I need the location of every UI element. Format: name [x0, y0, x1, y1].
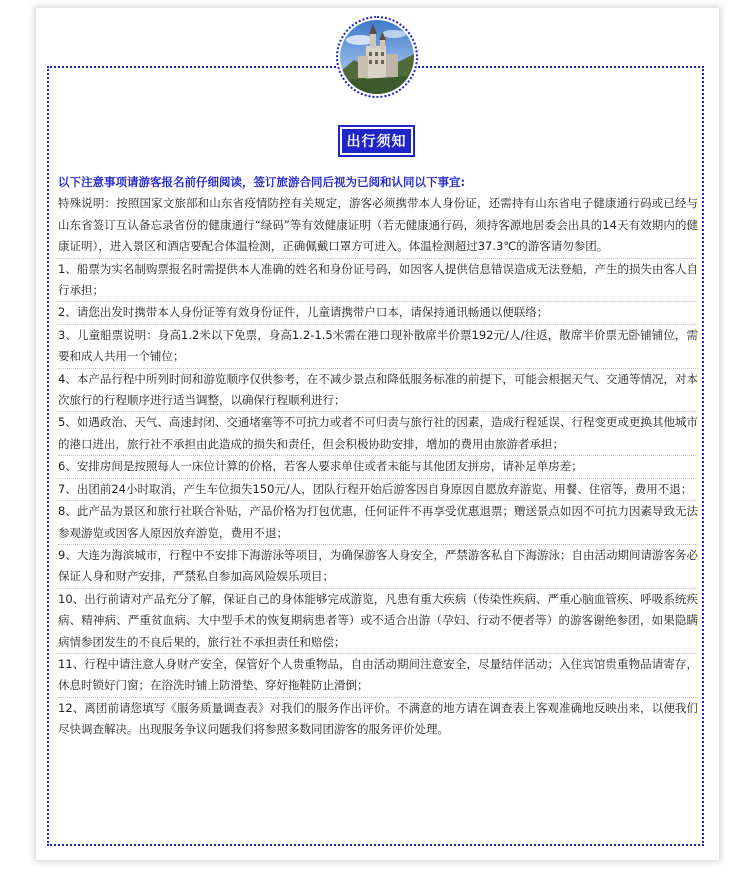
- list-item: 4、本产品行程中所列时间和游览顺序仅供参考，在不减少景点和降低服务标准的前提下，可能会根据天气、交通等情况，对本次旅行的行程顺序进行适当调整，以确保行程顺利进行；: [58, 371, 698, 408]
- list-item: 9、大连为海滨城市，行程中不安排下海游泳等项目，为确保游客人身安全，严禁游客私自下海游泳；自由活动期间请游客务必保证人身和财产安排，严禁私自参加高风险娱乐项目；: [58, 547, 698, 584]
- castle-photo: [340, 20, 414, 94]
- intro-text: 以下注意事项请游客报名前仔细阅读，签订旅游合同后视为已阅和认同以下事宜:: [58, 175, 466, 189]
- special-note: 特殊说明：按照国家文旅部和山东省疫情防控有关规定，游客必须携带本人身份证，还需持有山东省电子健康通行码或已经与山东省签订互认备忘录省份的健康通行“绿码”等有效健康证明（若无健康通行码，须持客源地居委会出具的14天有效期内的健康证明），进入景区和酒店要配合体温检测，正确佩戴口罩方可进入。体温检测超过37.3℃的游客请勿参团。: [58, 196, 698, 254]
- header-badge: [336, 16, 418, 98]
- list-item: 3、儿童船票说明：身高1.2米以下免票，身高1.2-1.5米需在港口现补散席半价票192元/人/往返，散席半价票无卧铺铺位，需要和成人共用一个铺位；: [58, 327, 698, 364]
- list-item: 12、离团前请您填写《服务质量调查表》对我们的服务作出评价。不满意的地方请在调查表上客观准确地反映出来，以便我们尽快调查解决。出现服务争议问题我们将参照多数同团游客的服务评价处理。: [58, 700, 698, 737]
- list-item: 11、行程中请注意人身财产安全，保管好个人贵重物品，自由活动期间注意安全，尽量结伴活动；入住宾馆贵重物品请寄存，休息时锁好门窗；在浴洗时铺上防滑垫、穿好拖鞋防止滑倒；: [58, 656, 698, 693]
- notice-content: [58, 172, 698, 741]
- title-box: [338, 125, 415, 157]
- castle-image: [340, 20, 414, 94]
- list-item: 5、如遇政治、天气、高速封闭、交通堵塞等不可抗力或者不可归责与旅行社的因素，造成行程延误、行程变更或更换其他城市的港口进出，旅行社不承担由此造成的损失和责任，但会积极协助安排，增加的费用由旅游者承担；: [58, 415, 698, 451]
- list-item: 2、请您出发时携带本人身份证等有效身份证件，儿童请携带户口本，请保持通讯畅通以便联络；: [58, 305, 549, 320]
- list-item: 8、此产品为景区和旅行社联合补贴，产品价格为打包优惠，任何证件不再享受优惠退票；赠送景点如因不可抗力因素导致无法参观游览或因客人原因放弃游览，费用不退；: [58, 504, 698, 540]
- list-item: 6、安排房间是按照每人一床位计算的价格，若客人要求单住或者未能与其他团友拼房，请补足单房差；: [58, 459, 583, 474]
- page-title: 出行须知: [342, 129, 411, 153]
- list-item: 7、出团前24小时取消，产生车位损失150元/人，团队行程开始后游客因自身原因自愿放弃游览、用餐、住宿等，费用不退；: [58, 481, 693, 496]
- list-item: 1、船票为实名制购票报名时需提供本人准确的姓名和身份证号码，如因客人提供信息错误造成无法登船，产生的损失由客人自行承担；: [58, 261, 698, 298]
- list-item: 10、出行前请对产品充分了解，保证自己的身体能够完成游览，凡患有重大疾病（传染性疾病、严重心脑血管疾、呼吸系统疾病、精神病、严重贫血病、大中型手术的恢复期病患者等）或不适合出游（孕妇、行动不便者等）的游客谢绝参团，如果隐瞒病情参团发生的不良后果的，旅行社不承担责任和赔偿；: [58, 591, 698, 649]
